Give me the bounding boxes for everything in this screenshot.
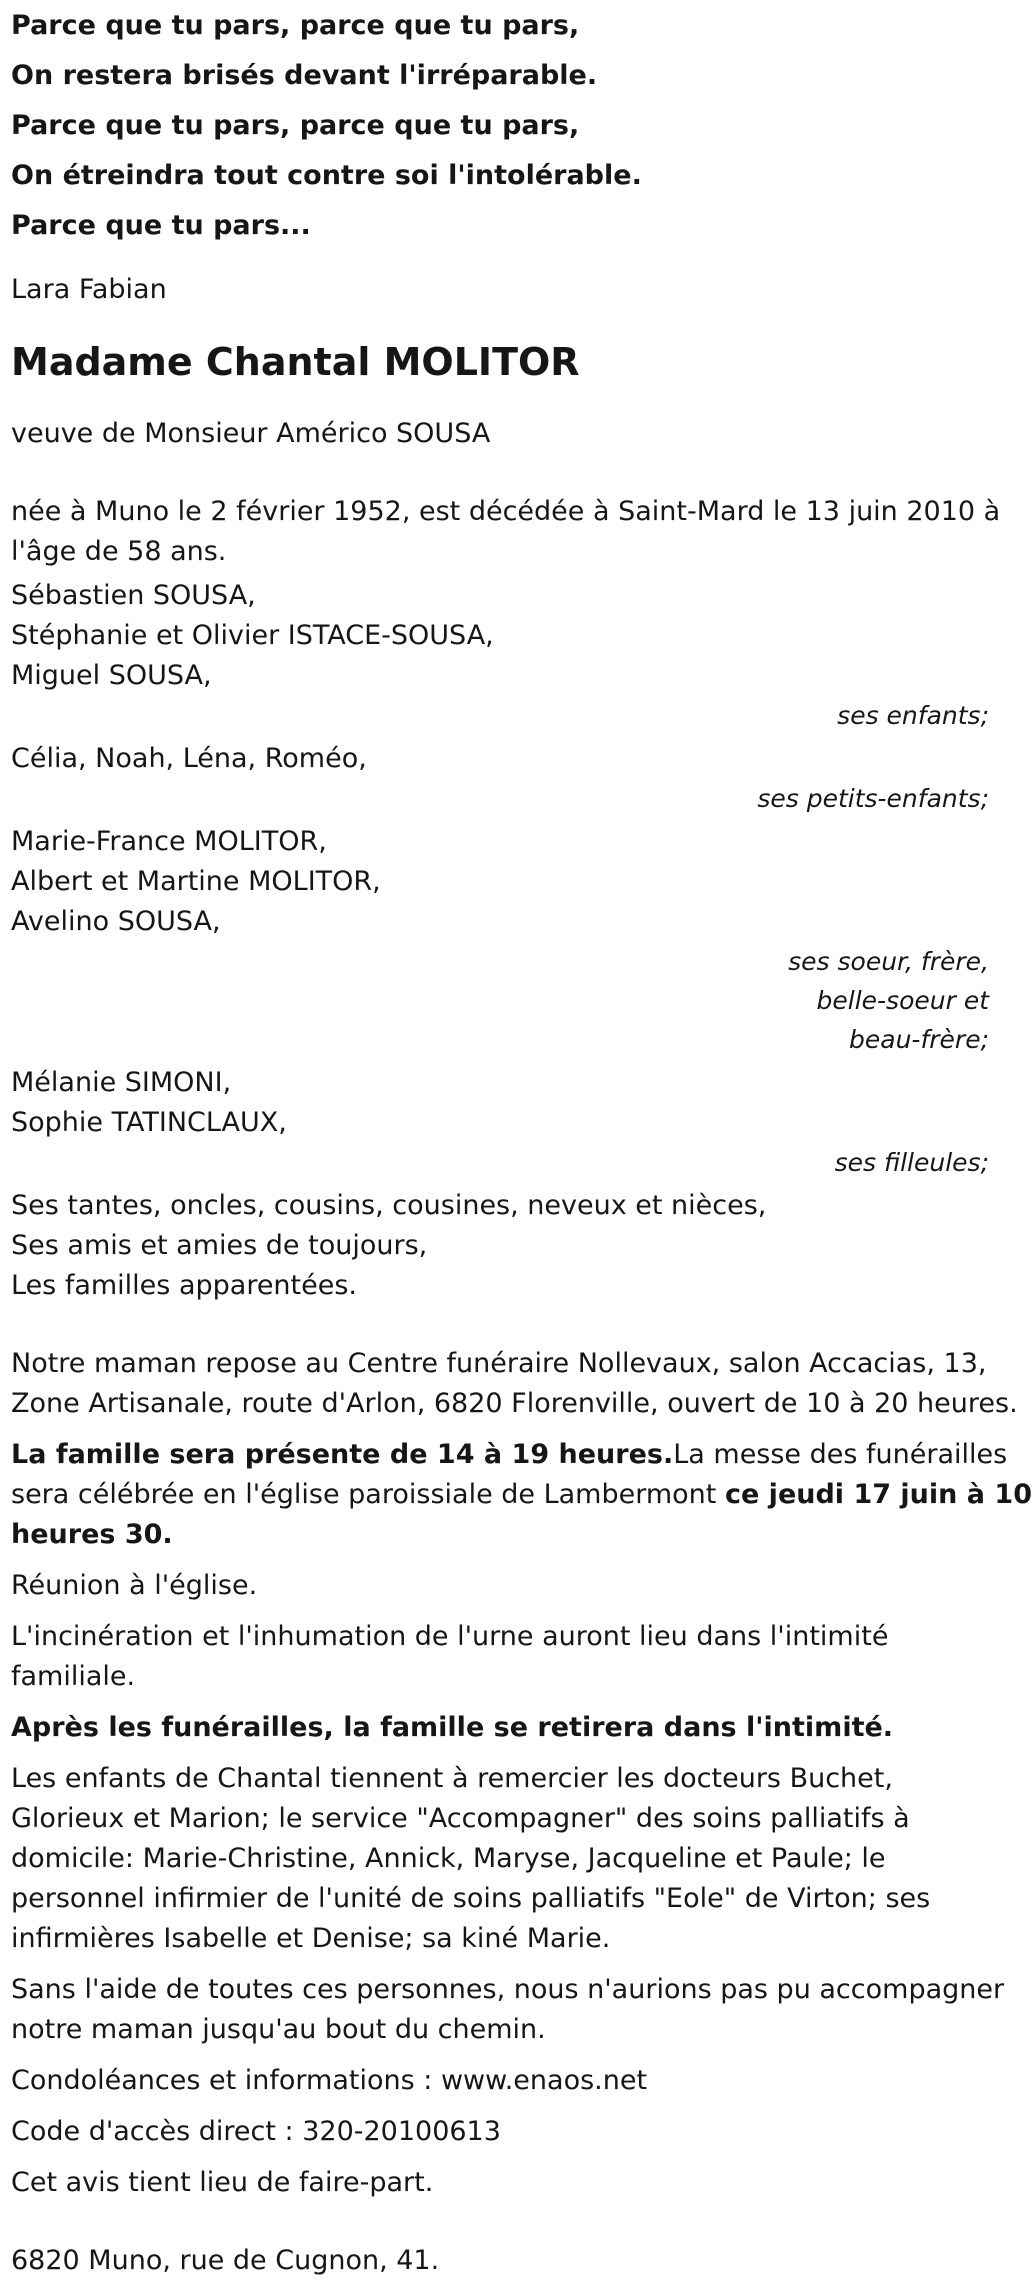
mass-date: ce jeudi 17 juin à 10 [724, 1479, 1032, 1510]
family-member: Célia, Noah, Léna, Roméo, [11, 743, 367, 774]
family-role: ses petits-enfants; [757, 784, 989, 813]
mass-info [11, 1435, 1032, 1555]
mass-text: La messe des funérailles [673, 1439, 1008, 1470]
family-member: Les familles apparentées. [11, 1270, 358, 1301]
reunion-line: Réunion à l'église. [11, 1570, 258, 1601]
mass-line [11, 1475, 1032, 1515]
poem-line: Parce que tu pars, parce que tu pars, [11, 10, 580, 41]
repose-line: Notre maman repose au Centre funéraire Nollevaux, salon Accacias, 13, [11, 1348, 987, 1379]
condolences-line: Condoléances et informations : www.enaos.net [11, 2065, 648, 2096]
address-line: 6820 Muno, rue de Cugnon, 41. [11, 2245, 440, 2276]
repose-info [11, 1344, 1018, 1424]
deceased-name: Madame Chantal MOLITOR [11, 340, 580, 384]
spouse-line: veuve de Monsieur Américo SOUSA [11, 418, 491, 449]
family-member: Marie-France MOLITOR, [11, 826, 327, 857]
poem-line: On étreindra tout contre soi l'intolérable. [11, 160, 642, 191]
thanks-line: Les enfants de Chantal tiennent à remercier les docteurs Buchet, [11, 1763, 893, 1794]
family-member: Sophie TATINCLAUX, [11, 1107, 287, 1138]
thanks-line: personnel infirmier de l'unité de soins palliatifs "Eole" de Virton; ses [11, 1883, 931, 1914]
family-role: beau-frère; [849, 1025, 989, 1054]
family-member: Miguel SOUSA, [11, 660, 212, 691]
thanks-line: domicile: Marie-Christine, Annick, Maryse, Jacqueline et Paule; le [11, 1843, 886, 1874]
family-role: ses soeur, frère, [788, 947, 989, 976]
family-member: Albert et Martine MOLITOR, [11, 866, 381, 897]
obituary-notice [11, 6, 1032, 2281]
cremation-info [11, 1617, 989, 1697]
family-member: Stéphanie et Olivier ISTACE-SOUSA, [11, 620, 494, 651]
presence-text: La famille sera présente de 14 à 19 heures. [11, 1439, 674, 1470]
thanks-line: infirmières Isabelle et Denise; sa kiné Marie. [11, 1923, 611, 1954]
family-member: Ses amis et amies de toujours, [11, 1230, 428, 1261]
siblings-group [11, 822, 989, 1059]
thanks-paragraph [11, 1759, 989, 1959]
church-text: sera célébrée en l'église paroissiale de Lambermont [11, 1479, 725, 1510]
family-role: ses enfants; [837, 701, 989, 730]
help-paragraph [11, 1970, 1005, 2050]
birth-death-line: l'âge de 58 ans. [11, 536, 227, 567]
repose-line: Zone Artisanale, route d'Arlon, 6820 Florenville, ouvert de 10 à 20 heures. [11, 1388, 1018, 1419]
family-role: belle-soeur et [816, 986, 989, 1015]
access-code-line: Code d'accès direct : 320-20100613 [11, 2116, 501, 2147]
poem-line: Parce que tu pars... [11, 210, 311, 241]
cremation-line: L'incinération et l'inhumation de l'urne auront lieu dans l'intimité [11, 1621, 889, 1652]
family-role: ses filleules; [834, 1148, 989, 1177]
notice-line: Cet avis tient lieu de faire-part. [11, 2167, 434, 2198]
help-line: Sans l'aide de toutes ces personnes, nous n'aurions pas pu accompagner [11, 1974, 1005, 2005]
poem-line: On restera brisés devant l'irréparable. [11, 60, 598, 91]
family-member: Mélanie SIMONI, [11, 1067, 232, 1098]
goddaughters-group [11, 1063, 989, 1182]
help-line: notre maman jusqu'au bout du chemin. [11, 2014, 546, 2045]
birth-death-info [11, 492, 1001, 572]
mass-line [11, 1435, 1008, 1475]
cremation-line: familiale. [11, 1661, 136, 1692]
other-relatives [11, 1186, 989, 1306]
thanks-line: Glorieux et Marion; le service "Accompagner" des soins palliatifs à [11, 1803, 910, 1834]
family-member: Ses tantes, oncles, cousins, cousines, neveux et nièces, [11, 1190, 767, 1221]
children-group [11, 576, 989, 735]
poem-quote [11, 6, 989, 246]
mass-time: heures 30. [11, 1519, 173, 1550]
family-member: Avelino SOUSA, [11, 906, 221, 937]
poem-author: Lara Fabian [11, 274, 167, 305]
grandchildren-group [11, 739, 989, 818]
retire-line: Après les funérailles, la famille se retirera dans l'intimité. [11, 1712, 894, 1743]
birth-death-line: née à Muno le 2 février 1952, est décédée à Saint-Mard le 13 juin 2010 à [11, 496, 1001, 527]
family-member: Sébastien SOUSA, [11, 580, 256, 611]
poem-line: Parce que tu pars, parce que tu pars, [11, 110, 580, 141]
